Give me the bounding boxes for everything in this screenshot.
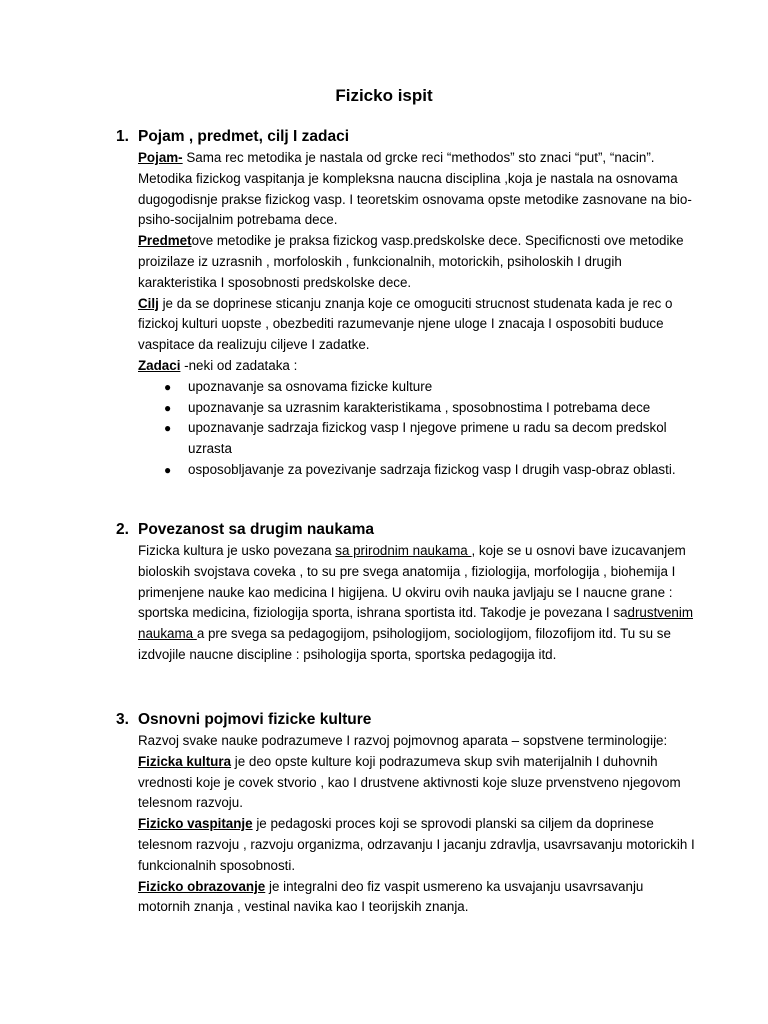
term-fizicko-vaspitanje: Fizicko vaspitanje	[138, 816, 253, 832]
bullet-icon: ●	[164, 400, 172, 415]
term-pojam: Pojam-	[138, 150, 183, 165]
term-zadaci: Zadaci	[138, 357, 181, 373]
section-body	[138, 541, 696, 666]
paragraph-povezanost	[138, 541, 696, 666]
section-heading	[116, 709, 696, 731]
paragraph-text: Fizicka kultura je usko povezana	[138, 543, 336, 558]
list-item-text: upoznavanje sadrzaja fizickog vasp I njegove primene u radu sa decom predskol uzrasta	[188, 420, 667, 457]
bullet-icon: ●	[164, 421, 172, 436]
list-item-text: upoznavanje sa osnovama fizicke kulture	[188, 378, 433, 394]
term-cilj: Cilj	[138, 295, 159, 311]
section-number: 1.	[116, 128, 129, 145]
paragraph-text: je pedagoski proces koji se sprovodi planski sa ciljem da doprinese telesnom razvoju , razvoju organizma, odrzavanju I jacanju zdravlja, usavrsavanju motorickih I funkcionalnih sposobnosti.	[138, 816, 695, 873]
section-heading	[116, 126, 696, 148]
list-item	[138, 377, 696, 398]
term-predmet: Predmet	[138, 233, 192, 249]
paragraph-pojam	[138, 148, 696, 231]
section-body	[138, 731, 696, 918]
list-item	[138, 398, 696, 419]
paragraph-text: je deo opste kulture koji podrazumeva skup svih materijalnih I duhovnih vrednosti koje je covek stvorio , kao I drustvene aktivnosti koje sluze prvenstveno njegovom telesnom razvoju.	[138, 753, 681, 811]
section-title: Osnovni pojmovi fizicke kulture	[138, 711, 372, 728]
paragraph-text: je integralni deo fiz vaspit usmereno ka usvajanju usavrsavanju motornih znanja , vestinal navika kao I teorijskih znanja.	[138, 878, 644, 915]
term-fizicko-obrazovanje: Fizicko obrazovanje	[138, 878, 266, 894]
section-title: Povezanost sa drugim naukama	[138, 521, 375, 538]
section-heading	[116, 519, 696, 541]
page-title: Fizicko ispit	[335, 86, 433, 105]
bullet-icon: ●	[164, 462, 172, 477]
paragraph-intro: Razvoj svake nauke podrazumeve I razvoj pojmovnog aparata – sopstvene terminologije:	[138, 733, 668, 748]
paragraph-text: , koje se u osnovi bave izucavanjem bioloskih svojstava coveka , to su pre svega anatomija , fiziologija, morfologija , biohemija I primenjene nauke kao medicina I higijena. U okviru ovih nauka javljaju se I naucne grane : sportska medicina, fiziologija sporta, ishrana sportista itd. Takodje je povezana I sa	[138, 543, 686, 621]
paragraph-cilj	[138, 294, 696, 356]
term-fizicka-kultura: Fizicka kultura	[138, 753, 232, 769]
section-3	[116, 709, 696, 918]
list-item	[138, 418, 696, 460]
section-title: Pojam , predmet, cilj I zadaci	[138, 128, 350, 145]
section-number: 2.	[116, 521, 129, 538]
paragraph-text: je da se doprinese sticanju znanja koje ce omoguciti strucnost studenata kada je rec o fizickoj kulturi uopste , obezbediti razumevanje njene uloge I znacaja I osposobiti buduce vaspitace da realizuju ciljeve I zadatke.	[138, 295, 673, 353]
underlined-phrase: sa prirodnim naukama	[335, 543, 472, 558]
paragraph-text: -neki od zadataka :	[180, 357, 298, 373]
zadaci-list	[138, 377, 696, 481]
section-body	[138, 148, 696, 481]
bullet-icon: ●	[164, 379, 172, 394]
paragraph-text: Sama rec metodika je nastala od grcke reci “methodos” sto znaci “put”, “nacin”. Metodika fizickog vaspitanja je kompleksna naucna disciplina ,koja je nastala na osnovama dugogodisnje prakse fizickog vasp. I teoretskim osnovama opste metodike zasnovane na bio-psiho-socijalnim potrebama dece.	[138, 150, 692, 228]
list-item-text: upoznavanje sa uzrasnim karakteristikama , sposobnostima I potrebama dece	[188, 399, 651, 415]
paragraph-fizicko-obrazovanje	[138, 877, 696, 919]
paragraph-fizicka-kultura	[138, 752, 696, 814]
section-2	[116, 519, 696, 666]
list-item	[138, 460, 696, 481]
list-item-text: osposobljavanje za povezivanje sadrzaja fizickog vasp I drugih vasp-obraz oblasti.	[188, 461, 676, 477]
underlined-phrase: drustvenim naukama	[138, 605, 694, 642]
paragraph-predmet	[138, 231, 696, 293]
paragraph-text: a pre svega sa pedagogijom, psihologijom, sociologijom, filozofijom itd. Tu su se izdvojile naucne discipline : psihologija sporta, sportska pedagogija itd.	[138, 626, 671, 662]
paragraph-zadaci	[138, 356, 696, 377]
section-1	[116, 126, 696, 481]
section-number: 3.	[116, 711, 129, 728]
paragraph-text: ove metodike je praksa fizickog vasp.predskolske dece. Specificnosti ove metodike proizilaze iz uzrasnih , morfoloskih , funkcionalnih, motorickih, psiholoskih I drugih karakteristika I sposobnosti predskolske dece.	[138, 233, 684, 290]
paragraph-fizicko-vaspitanje	[138, 814, 696, 876]
